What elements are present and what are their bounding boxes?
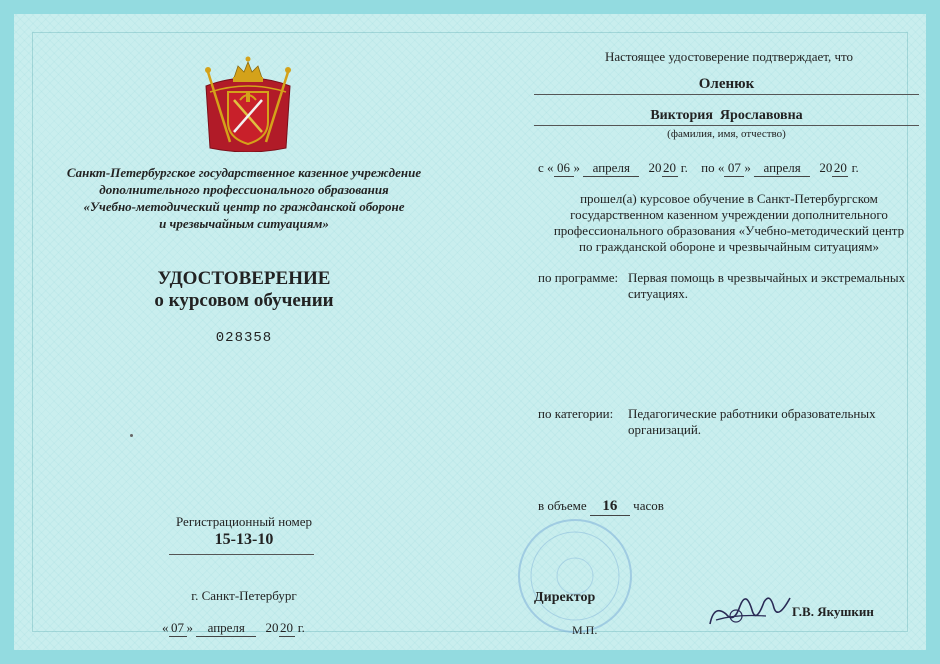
training-line: прошел(а) курсовое обучение в Санкт-Петербургском [580, 191, 878, 206]
period-to-day: 07 [724, 160, 744, 177]
issue-month: апреля [196, 620, 256, 637]
institution-line: Санкт-Петербургское государственное казенное учреждение [66, 165, 422, 180]
category-value [628, 406, 928, 438]
signature-icon [706, 584, 796, 634]
director-label: Директор [534, 590, 596, 605]
volume-hours: 16 [590, 498, 630, 516]
category-label: по категории: [538, 406, 614, 421]
issue-city: г. Санкт-Петербург [191, 588, 297, 603]
quote-open: « [162, 620, 169, 635]
stamp-place: М.П. [572, 623, 598, 637]
surname: Оленюк [698, 76, 755, 92]
category-line: Педагогические работники образовательных [628, 406, 876, 421]
program-label: по программе: [538, 270, 619, 285]
issue-year-suffix: 20 [280, 620, 293, 635]
surname-underline [534, 94, 919, 95]
quote-close: » [186, 620, 193, 635]
period-from-month: апреля [583, 160, 639, 177]
header-text: Настоящее удостоверение подтверждает, что [604, 49, 853, 64]
period-to-year-prefix: 20 [819, 160, 833, 175]
quote-open: « [547, 160, 554, 175]
registration-label: Регистрационный номер [176, 514, 312, 529]
issue-year-prefix: 20 [265, 620, 279, 635]
title-sub: о курсовом обучении [154, 290, 334, 311]
institution-name [44, 164, 444, 232]
quote-close: » [744, 160, 751, 175]
registration-number: 15-13-10 [214, 531, 274, 548]
quote-open: « [717, 160, 725, 175]
program-line: Первая помощь в чрезвычайных и экстремальных [628, 270, 906, 285]
institution-line: «Учебно-методический центр по гражданской обороне [83, 199, 405, 214]
title-main: УДОСТОВЕРЕНИЕ [157, 268, 331, 289]
institution-line: и чрезвычайным ситуациям» [159, 216, 329, 231]
category-line: организаций. [628, 422, 702, 437]
period-to-year-suffix: 20 [833, 160, 847, 175]
round-stamp-icon [500, 514, 650, 634]
given-names-underline [534, 125, 919, 126]
name-caption: (фамилия, имя, отчество) [667, 128, 786, 140]
training-line: государственном казенном учреждении дополнительного [570, 207, 888, 222]
issue-date [162, 620, 305, 637]
program-value [628, 270, 928, 302]
institution-line: дополнительного профессионального образования [99, 182, 389, 197]
period-from-year-unit: г. [680, 160, 688, 175]
period-from-day: 06 [554, 160, 574, 177]
program-line: ситуациях. [628, 286, 688, 301]
training-description [534, 191, 924, 255]
dot-mark [130, 434, 133, 437]
volume-unit: часов [633, 498, 664, 513]
period-from-year-prefix: 20 [648, 160, 662, 175]
document-title [44, 268, 444, 312]
training-line: по гражданской обороне и чрезвычайным ситуациям» [579, 239, 879, 254]
period-from-year-suffix: 20 [663, 160, 677, 175]
period-to-prefix: по [701, 160, 715, 175]
volume-prefix: в объеме [538, 498, 587, 513]
issue-year-unit: г. [297, 620, 305, 635]
director-name: Г.В. Якушкин [792, 604, 874, 619]
issue-day: 07 [169, 620, 187, 637]
training-period [538, 160, 859, 177]
training-line: профессионального образования «Учебно-методический центр [553, 223, 905, 238]
coat-of-arms-icon [200, 52, 296, 152]
given-names: Виктория Ярославовна [650, 108, 803, 123]
period-from-prefix: с [538, 160, 544, 175]
period-to-month: апреля [754, 160, 810, 177]
document-number: 028358 [215, 330, 273, 346]
quote-close: » [573, 160, 581, 175]
period-to-year-unit: г. [851, 160, 859, 175]
registration-underline [169, 554, 314, 555]
